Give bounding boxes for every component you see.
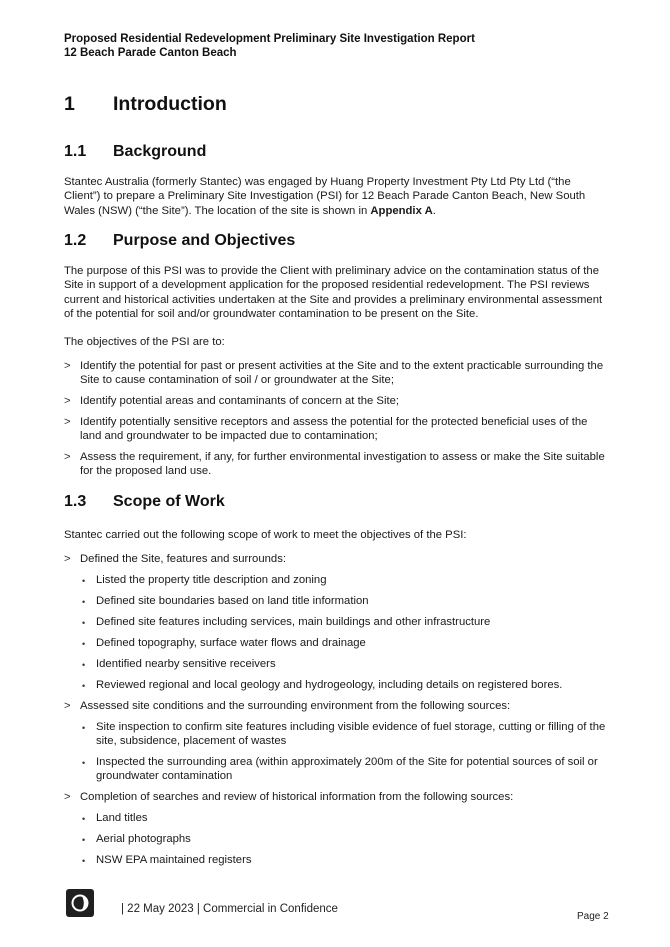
scope-item-text: Inspected the surrounding area (within approximately 200m of the Site for potential sources of soil or groundwater contamination [96, 756, 598, 783]
footer-date-confidentiality: | 22 May 2023 | Commercial in Confidence [121, 903, 338, 915]
objective-text: Identify the potential for past or present activities at the Site and to the extent practicable surrounding the Site to cause contamination of soil / or groundwater at the Site; [80, 360, 604, 387]
subsection-heading-background [64, 143, 206, 161]
subsection-heading-scope [64, 493, 225, 511]
bullet-marker: • [82, 660, 86, 670]
list-item [82, 811, 610, 825]
section-heading-introduction [64, 93, 227, 116]
scope-item-text: Identified nearby sensitive receivers [96, 658, 276, 670]
objective-text: Identify potentially sensitive receptors and assess the potential for the protected beneficial uses of the land and groundwater to be impacted due to contamination; [80, 416, 588, 443]
objective-text: Identify potential areas and contaminants of concern at the Site; [80, 395, 400, 407]
bullet-marker: • [82, 597, 86, 607]
background-text: Stantec Australia (formerly Stantec) was engaged by Huang Property Investment Pty Ltd Pty Ltd (“the Client”) to prepare a Preliminary Site Investigation (PSI) for 12 Beach Parade Canton Beach, New South Wales (NSW) (“the Site”). The location of the site is shown in [64, 176, 586, 217]
list-item [64, 415, 610, 444]
scope-group-label: Completion of searches and review of historical information from the following sources: [80, 791, 514, 803]
list-item [82, 573, 610, 587]
objective-text: Assess the requirement, if any, for further environmental investigation to assess or make the Site suitable for the proposed land use. [80, 451, 605, 478]
arrow-marker: > [64, 416, 71, 428]
list-item [82, 678, 610, 692]
purpose-paragraph: The purpose of this PSI was to provide the Client with preliminary advice on the contamination status of the Site in support of a development application for the proposed residential redevelopment. The PSI reviews current and historical activities undertaken at the Site and provides a preliminary environmental assessment of the potential for soil and/or groundwater contamination to be present on the Site. [64, 265, 603, 320]
subsection-title: Background [113, 143, 207, 160]
objectives-intro: The objectives of the PSI are to: [64, 336, 225, 348]
section-number: 1 [64, 93, 75, 115]
background-paragraph [64, 175, 610, 218]
page-number: Page 2 [577, 911, 609, 922]
scope-item-text: Listed the property title description and zoning [96, 574, 327, 586]
scope-item-text: Reviewed regional and local geology and hydrogeology, including details on registered bores. [96, 679, 563, 691]
logo-mark-icon [66, 889, 94, 917]
bullet-marker: • [82, 681, 86, 691]
list-item [82, 636, 610, 650]
arrow-marker: > [64, 791, 71, 803]
list-item [82, 720, 610, 749]
appendix-reference: Appendix A [370, 204, 433, 217]
subsection-title: Scope of Work [113, 493, 225, 510]
scope-group-label: Defined the Site, features and surrounds: [80, 553, 286, 565]
subsection-heading-purpose [64, 232, 295, 250]
background-text-end: . [432, 204, 436, 217]
list-item [64, 359, 610, 388]
bullet-marker: • [82, 835, 86, 845]
bullet-marker: • [82, 758, 86, 768]
subsection-number: 1.2 [64, 232, 87, 249]
bullet-marker: • [82, 576, 86, 586]
arrow-marker: > [64, 395, 71, 407]
subsection-number: 1.3 [64, 493, 87, 510]
scope-group-label: Assessed site conditions and the surrounding environment from the following sources: [80, 700, 511, 712]
bullet-marker: • [82, 639, 86, 649]
scope-item-text: Defined site boundaries based on land title information [96, 595, 369, 607]
bullet-marker: • [82, 618, 86, 628]
list-item [64, 790, 610, 804]
subsection-title: Purpose and Objectives [113, 232, 296, 249]
scope-item-text: Aerial photographs [96, 833, 191, 845]
section-title: Introduction [113, 93, 227, 115]
list-item [82, 853, 610, 867]
arrow-marker: > [64, 700, 71, 712]
bullet-marker: • [82, 856, 86, 866]
list-item [82, 755, 610, 784]
arrow-marker: > [64, 360, 71, 372]
list-item [82, 594, 610, 608]
header-site-address: 12 Beach Parade Canton Beach [64, 47, 237, 59]
list-item [82, 657, 610, 671]
list-item [82, 832, 610, 846]
document-header [64, 32, 624, 60]
scope-intro: Stantec carried out the following scope of work to meet the objectives of the PSI: [64, 529, 467, 541]
scope-item-text: Defined topography, surface water flows and drainage [96, 637, 366, 649]
subsection-number: 1.1 [64, 143, 87, 160]
list-item [64, 552, 610, 566]
scope-item-text: Site inspection to confirm site features including visible evidence of fuel storage, cutting or filling of the site, subsidence, placement of wastes [96, 721, 606, 748]
list-item [82, 615, 610, 629]
list-item [64, 450, 610, 479]
list-item [64, 394, 610, 408]
scope-item-text: Defined site features including services, main buildings and other infrastructure [96, 616, 491, 628]
header-report-title: Proposed Residential Redevelopment Preliminary Site Investigation Report [64, 33, 475, 45]
arrow-marker: > [64, 451, 71, 463]
scope-item-text: NSW EPA maintained registers [96, 854, 252, 866]
bullet-marker: • [82, 723, 86, 733]
stantec-logo-icon [66, 889, 94, 917]
bullet-marker: • [82, 814, 86, 824]
arrow-marker: > [64, 553, 71, 565]
scope-item-text: Land titles [96, 812, 148, 824]
list-item [64, 699, 610, 713]
